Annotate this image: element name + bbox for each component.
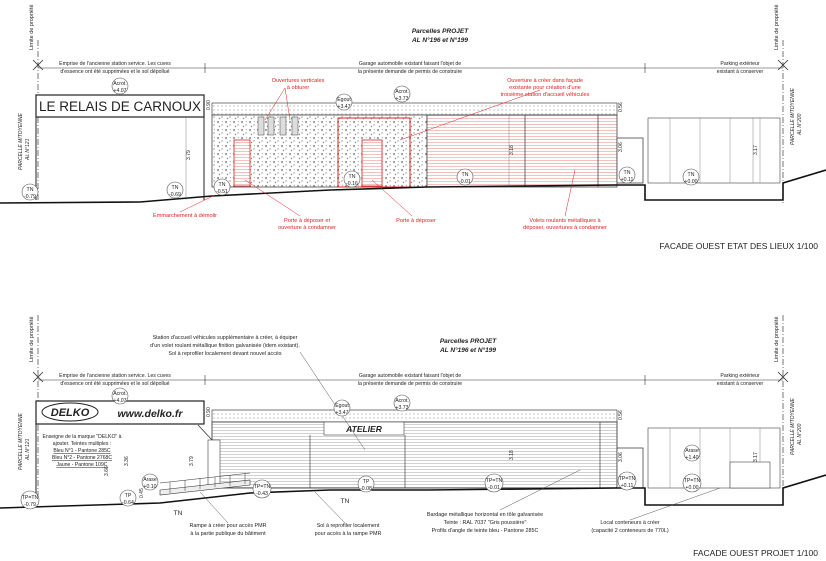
dim: 3.79 [186,150,192,160]
dim: 0.45 [139,488,145,498]
dim: 3.66 [104,466,110,476]
svg-text:TN: TN [687,172,695,178]
mitoyenne-right-num: AL N°200 [797,423,803,445]
svg-text:Acrot.: Acrot. [395,398,409,404]
svg-text:Egout: Egout [335,403,349,409]
svg-text:-0.01: -0.01 [459,179,471,185]
bardage-facade [212,422,617,488]
svg-text:-0.43: -0.43 [256,491,268,497]
dim: 0.56 [618,410,624,420]
lower-title: FACADE OUEST PROJET 1/100 [693,548,818,558]
svg-text:TN: TN [348,174,356,180]
svg-text:TP=TN: TP=TN [21,495,39,501]
svg-text:+4.07: +4.07 [113,88,127,94]
mitoyenne-left: PARCELLE MITOYENNE [18,413,24,470]
rampe-note: Rampe à créer pour accès PMR [189,523,267,529]
emprise-note: Emprise de l'ancienne station service. Les cuves [59,373,171,379]
parking-note: Parking extérieur [720,373,760,379]
delko-website: www.delko.fr [117,408,183,420]
svg-text:TP=TN: TP=TN [683,478,701,484]
mitoyenne-right-num: AL N°200 [797,113,803,135]
svg-text:Acrot.: Acrot. [113,391,127,397]
enseigne-color-2: Bleu N°2 - Pantone 2768C [51,455,113,461]
sol-note-2: pour accès à la rampe PMR [314,531,382,537]
parking-note-2: existant à conserver [716,69,764,75]
limite-right-label: Limite de propriété [774,316,780,362]
svg-text:-0.08: -0.08 [360,486,372,492]
roller-shutter-facade [427,115,617,187]
rampe-note-2: à la partie publique du bâtiment [190,531,266,537]
svg-text:+0.11: +0.11 [620,483,634,489]
red-note-vertical: Ouvertures verticales [271,78,325,84]
bardage-note-2: Teinte : RAL 7037 "Gris poussière" [443,520,527,526]
parcel-title: Parcelles PROJET [439,338,497,345]
svg-text:+0.11: +0.11 [620,177,634,183]
svg-text:-0.51: -0.51 [216,189,228,195]
svg-text:+3.47: +3.47 [337,104,351,110]
emprise-note: Emprise de l'ancienne station service. Les cuves [59,61,171,67]
svg-text:TN: TN [171,185,179,191]
door-right [362,140,382,186]
svg-text:-0.69: -0.69 [169,192,181,198]
svg-text:-0.16: -0.16 [346,181,358,187]
station-note-3: Sol à reprofiler localement devant nouvel accès [168,351,282,357]
svg-text:TP=TN: TP=TN [485,478,503,484]
limite-left-label: Limite de propriété [29,4,35,50]
dim: 3.18 [509,450,515,460]
red-note-opening: Ouverture à créer dans façade [507,78,583,84]
svg-text:Egout: Egout [337,97,351,103]
atelier-sign: ATELIER [346,424,382,434]
parking-note: Parking extérieur [720,61,760,67]
parking-note-2: existant à conserver [716,381,764,387]
garage-note: Garage automobile existant faisant l'objet de [358,61,462,67]
tn-label: TN [173,510,183,517]
enseigne-note: Enseigne de la marque "DELKO" à [42,434,122,440]
svg-text:+1.40: +1.40 [685,455,699,461]
dim: 0.56 [618,102,624,112]
sign-text: LE RELAIS DE CARNOUX [38,99,202,114]
svg-text:-0.79: -0.79 [24,194,36,200]
delko-logo-text: DELKO [50,407,90,419]
emprise-note-2: d'essence ont été supprimées et le sol dépollué [60,381,170,387]
dim: 3.36 [124,456,130,466]
svg-text:TP=TN: TP=TN [618,476,636,482]
station-note-2: d'un volet roulant métallique finition galvanisée (idem existant). [150,343,300,349]
garage-note-2: la présente demande de permis de construire [357,381,463,387]
tn-label: TN [340,498,350,505]
svg-text:Acrot.: Acrot. [113,81,127,87]
upper-facade [0,4,826,251]
dim: 3.17 [753,452,759,462]
svg-text:+3.73: +3.73 [395,405,409,411]
svg-text:+4.07: +4.07 [113,398,127,404]
svg-text:TP: TP [124,493,132,499]
container-local [730,462,770,488]
lower-facade [0,315,826,558]
dim: 3.06 [618,142,624,152]
station-note: Station d'accueil véhicules supplémentaire à créer, à équiper [152,335,298,341]
svg-text:TN: TN [218,182,226,188]
svg-text:+0.00: +0.00 [685,485,699,491]
roof-band [212,410,617,422]
red-note-volets-2: déposer, ouvertures à condamner [523,225,607,231]
red-note-porte: Porte à déposer et [283,218,331,224]
local-note: Local conteneurs à créer [600,520,660,526]
dim: 3.18 [509,145,515,155]
garage-note: Garage automobile existant faisant l'objet de [358,373,462,379]
red-note-opening-3: troisième station d'accueil véhicules [500,92,590,98]
dim: 3.06 [618,452,624,462]
dim: 3.17 [753,145,759,155]
svg-text:+0.10: +0.10 [143,484,157,490]
dim: 0.90 [206,407,212,417]
svg-text:-0.01: -0.01 [488,485,500,491]
dim: 0.90 [206,100,212,110]
emprise-note-2: d'essence ont été supprimées et le sol dépollué [60,69,170,75]
door-left [234,140,250,186]
upper-title: FACADE OUEST ETAT DES LIEUX 1/100 [659,241,818,251]
limite-left-label: Limite de propriété [29,316,35,362]
svg-text:TN: TN [623,170,631,176]
garage-note-2: la présente demande de permis de construire [357,69,463,75]
red-note-volets: Volets roulants métalliques à [529,218,601,224]
svg-text:+3.73: +3.73 [395,96,409,102]
svg-text:Arase: Arase [143,477,157,483]
svg-text:Acrot.: Acrot. [395,89,409,95]
mitoyenne-left-num: AL N°121 [25,138,31,160]
parcel-number: AL N°196 et N°199 [411,37,469,44]
dim: 3.79 [189,456,195,466]
red-note-porte-deposer: Porte à déposer [396,218,436,224]
red-note-emmarchement: Emmarchement à démolir [152,213,218,219]
red-note-porte-2: ouverture à condamner [278,225,336,231]
svg-text:Arase: Arase [685,448,699,454]
svg-text:-0.64: -0.64 [122,500,134,506]
parcel-number: AL N°196 et N°199 [439,347,497,354]
red-note-vertical-2: à obturer [286,85,310,91]
bardage-note: Bardage métallique horizontal en tôle galvanisée [426,512,544,518]
svg-text:TN: TN [26,187,34,193]
enseigne-color-1: Bleu N°1 - Pantone 285C [53,448,111,454]
svg-text:TN: TN [461,172,469,178]
svg-text:+3.47: +3.47 [335,410,349,416]
enseigne-color-3: Jaune - Pantone 109C [56,462,108,468]
svg-text:+0.00: +0.00 [684,179,698,185]
mitoyenne-right: PARCELLE MITOYENNE [790,88,796,145]
limite-right-label: Limite de propriété [774,4,780,50]
mitoyenne-left-num: AL N°121 [25,438,31,460]
mitoyenne-right: PARCELLE MITOYENNE [790,398,796,455]
svg-text:TP: TP [362,479,370,485]
local-note-2: (capacité 2 conteneurs de 770L) [591,528,669,534]
parcel-title: Parcelles PROJET [411,28,469,35]
svg-text:-0.79: -0.79 [24,502,36,508]
svg-text:TP=TN: TP=TN [253,484,271,490]
mitoyenne-left: PARCELLE MITOYENNE [18,113,24,170]
red-note-opening-2: existante pour création d'une [509,85,581,91]
enseigne-note-2: ajouter. Teintes multiples : [52,441,112,447]
roof-band [212,103,617,115]
bardage-note-3: Profils d'angle de teinte bleu - Pantone 285C [431,528,539,534]
sol-note: Sol à reprofiler localement [316,523,380,529]
